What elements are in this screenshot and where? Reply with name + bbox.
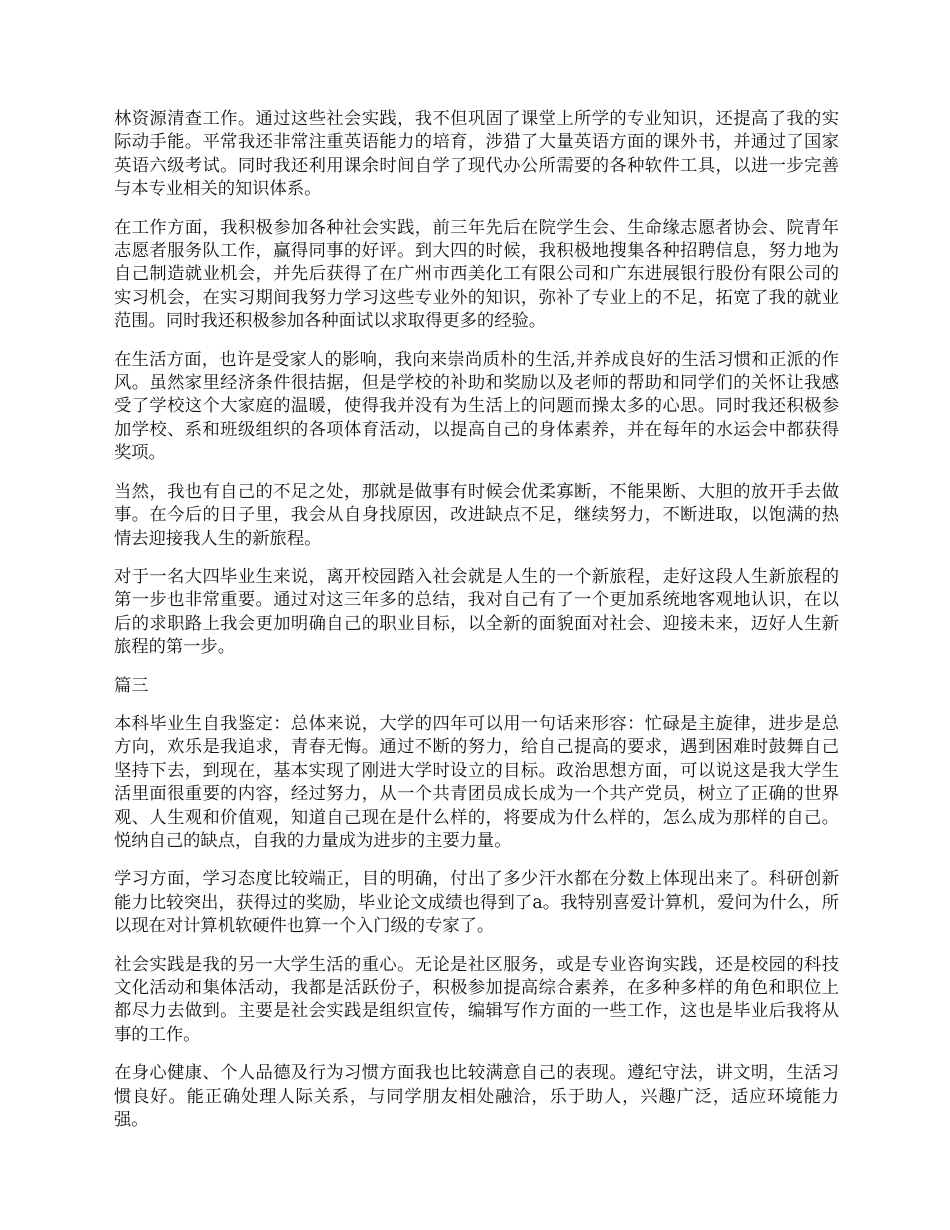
paragraph: 在身心健康、个人品德及行为习惯方面我也比较满意自己的表现。遵纪守法，讲文明，生活习惯良好。能正确处理人际关系，与同学朋友相处融洽，乐于助人，兴趣广泛，适应环境能力强。 [114, 1063, 839, 1131]
paragraph: 在生活方面，也许是受家人的影响，我向来崇尚质朴的生活,并养成良好的生活习惯和正派的作风。虽然家里经济条件很拮据，但是学校的补助和奖励以及老师的帮助和同学们的关怀让我感受了学校这个大家庭的温暖，使得我并没有为生活上的问题而操太多的心思。同时我还积极参加学校、系和班级组织的各项体育活动，以提高自己的身体素养，并在每年的水运会中都获得奖项。 [114, 349, 839, 464]
section-heading: 篇三 [114, 675, 149, 696]
paragraph: 社会实践是我的另一大学生活的重心。无论是社区服务，或是专业咨询实践，还是校园的科技文化活动和集体活动，我都是活跃份子，积极参加提高综合素养，在多种多样的角色和职位上都尽力去做到。主要是社会实践是组织宣传，编辑写作方面的一些工作，这也是毕业后我将从事的工作。 [114, 954, 839, 1045]
paragraph: 学习方面，学习态度比较端正，目的明确，付出了多少汗水都在分数上体现出来了。科研创新能力比较突出，获得过的奖励，毕业论文成绩也得到了a。我特别喜爱计算机，爱问为什么，所以现在对计算机软硬件也算一个入门级的专家了。 [114, 869, 839, 937]
paragraph: 当然，我也有自己的不足之处，那就是做事有时候会优柔寡断，不能果断、大胆的放开手去做事。在今后的日子里，我会从自身找原因，改进缺点不足，继续努力，不断进取，以饱满的热情去迎接我人生的新旅程。 [114, 481, 839, 549]
paragraph: 对于一名大四毕业生来说，离开校园踏入社会就是人生的一个新旅程，走好这段人生新旅程的第一步也非常重要。通过对这三年多的总结，我对自己有了一个更加系统地客观地认识，在以后的求职路上我会更加明确自己的职业目标，以全新的面貌面对社会、迎接未来，迈好人生新旅程的第一步。 [114, 566, 839, 658]
document-page [114, 108, 839, 1147]
paragraph: 本科毕业生自我鉴定：总体来说，大学的四年可以用一句话来形容：忙碌是主旋律，进步是总方向，欢乐是我追求，青春无悔。通过不断的努力，给自己提高的要求，遇到困难时鼓舞自己坚持下去，到现在，基本实现了刚进大学时设立的目标。政治思想方面，可以说这是我大学生活里面很重要的内容，经过努力，从一个共青团员成长成为一个共产党员，树立了正确的世界观、人生观和价值观，知道自己现在是什么样的，将要成为什么样的，怎么成为那样的自己。悦纳自己的缺点，自我的力量成为进步的主要力量。 [114, 713, 839, 851]
paragraph: 在工作方面，我积极参加各种社会实践，前三年先后在院学生会、生命缘志愿者协会、院青年志愿者服务队工作，赢得同事的好评。到大四的时候，我积极地搜集各种招聘信息，努力地为自己制造就业机会，并先后获得了在广州市西美化工有限公司和广东进展银行股份有限公司的实习机会，在实习期间我努力学习这些专业外的知识，弥补了专业上的不足，拓宽了我的就业范围。同时我还积极参加各种面试以求取得更多的经验。 [114, 217, 839, 332]
paragraph: 林资源清查工作。通过这些社会实践，我不但巩固了课堂上所学的专业知识，还提高了我的实际动手能。平常我还非常注重英语能力的培育，涉猎了大量英语方面的课外书，并通过了国家英语六级考试。同时我还利用课余时间自学了现代办公所需要的各种软件工具，以进一步完善与本专业相关的知识体系。 [114, 109, 839, 200]
